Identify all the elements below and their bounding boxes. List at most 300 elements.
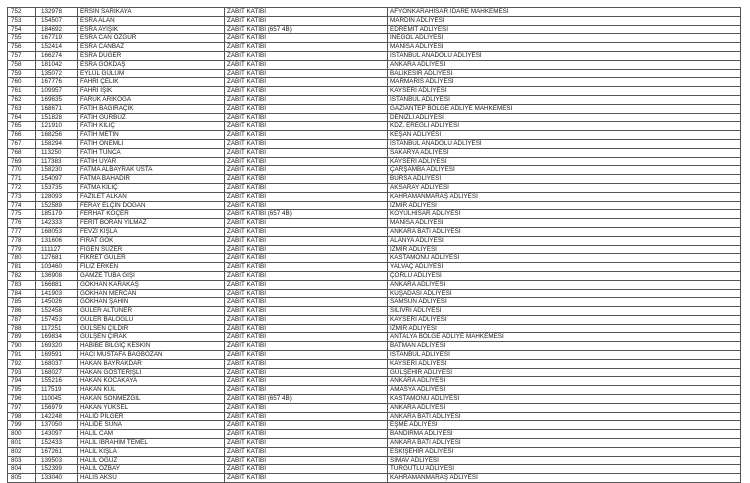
full-name-cell: HACI MUSTAFA BAĞBOZAN bbox=[78, 351, 225, 360]
table-row bbox=[8, 447, 741, 456]
courthouse-cell: ALANYA ADLİYESİ bbox=[388, 236, 741, 245]
job-title-cell: ZABIT KATİBİ (657 4B) bbox=[225, 210, 388, 219]
registry-id-cell: 141903 bbox=[36, 289, 78, 298]
table-row bbox=[8, 95, 741, 104]
job-title-cell: ZABIT KATİBİ bbox=[225, 324, 388, 333]
row-number-cell: 757 bbox=[8, 51, 36, 60]
row-number-cell: 770 bbox=[8, 166, 36, 175]
registry-id-cell: 168256 bbox=[36, 131, 78, 140]
job-title-cell: ZABIT KATİBİ bbox=[225, 122, 388, 131]
row-number-cell: 755 bbox=[8, 34, 36, 43]
registry-id-cell: 169834 bbox=[36, 333, 78, 342]
table-row bbox=[8, 113, 741, 122]
table-row bbox=[8, 254, 741, 263]
table-row bbox=[8, 192, 741, 201]
registry-id-cell: 152589 bbox=[36, 201, 78, 210]
job-title-cell: ZABIT KATİBİ bbox=[225, 447, 388, 456]
full-name-cell: HALİL ÖZBAY bbox=[78, 465, 225, 474]
row-number-cell: 783 bbox=[8, 280, 36, 289]
registry-id-cell: 136908 bbox=[36, 271, 78, 280]
courthouse-cell: SAMSUN ADLİYESİ bbox=[388, 298, 741, 307]
job-title-cell: ZABIT KATİBİ bbox=[225, 113, 388, 122]
full-name-cell: HAKAN YÜKSEL bbox=[78, 403, 225, 412]
registry-id-cell: 168671 bbox=[36, 104, 78, 113]
row-number-cell: 769 bbox=[8, 157, 36, 166]
full-name-cell: HALİS AKSU bbox=[78, 474, 225, 483]
row-number-cell: 791 bbox=[8, 351, 36, 360]
full-name-cell: ESRA AYIŞIK bbox=[78, 25, 225, 34]
row-number-cell: 787 bbox=[8, 315, 36, 324]
table-row bbox=[8, 342, 741, 351]
registry-id-cell: 168053 bbox=[36, 227, 78, 236]
full-name-cell: FATİH GÜRBÜZ bbox=[78, 113, 225, 122]
row-number-cell: 760 bbox=[8, 78, 36, 87]
row-number-cell: 762 bbox=[8, 95, 36, 104]
courthouse-cell: ANKARA ADLİYESİ bbox=[388, 280, 741, 289]
job-title-cell: ZABIT KATİBİ bbox=[225, 60, 388, 69]
full-name-cell: EYLÜL GÜLÜM bbox=[78, 69, 225, 78]
job-title-cell: ZABIT KATİBİ (657 4B) bbox=[225, 395, 388, 404]
row-number-cell: 758 bbox=[8, 60, 36, 69]
row-number-cell: 753 bbox=[8, 16, 36, 25]
courthouse-cell: AFYONKARAHİSAR İDARE MAHKEMESİ bbox=[388, 8, 741, 17]
courthouse-cell: İZMİR ADLİYESİ bbox=[388, 245, 741, 254]
full-name-cell: FAZİLET ALKAN bbox=[78, 192, 225, 201]
courthouse-cell: ANKARA ADLİYESİ bbox=[388, 60, 741, 69]
courthouse-cell: ÇORLU ADLİYESİ bbox=[388, 271, 741, 280]
registry-id-cell: 131606 bbox=[36, 236, 78, 245]
registry-id-cell: 157453 bbox=[36, 315, 78, 324]
table-row bbox=[8, 201, 741, 210]
courthouse-cell: BANDIRMA ADLİYESİ bbox=[388, 430, 741, 439]
courthouse-cell: EDREMİT ADLİYESİ bbox=[388, 25, 741, 34]
full-name-cell: FIRAT GÖK bbox=[78, 236, 225, 245]
courthouse-cell: TURGUTLU ADLİYESİ bbox=[388, 465, 741, 474]
full-name-cell: FATİH BAĞIRAÇIK bbox=[78, 104, 225, 113]
full-name-cell: HAKAN SÖNMEZGİL bbox=[78, 395, 225, 404]
job-title-cell: ZABIT KATİBİ bbox=[225, 148, 388, 157]
job-title-cell: ZABIT KATİBİ bbox=[225, 315, 388, 324]
row-number-cell: 792 bbox=[8, 359, 36, 368]
registry-id-cell: 137050 bbox=[36, 421, 78, 430]
row-number-cell: 772 bbox=[8, 183, 36, 192]
registry-id-cell: 111127 bbox=[36, 245, 78, 254]
registry-id-cell: 135072 bbox=[36, 69, 78, 78]
registry-id-cell: 181042 bbox=[36, 60, 78, 69]
courthouse-cell: BALIKESİR ADLİYESİ bbox=[388, 69, 741, 78]
full-name-cell: HAKAN BAYRAKDAR bbox=[78, 359, 225, 368]
row-number-cell: 786 bbox=[8, 307, 36, 316]
row-number-cell: 799 bbox=[8, 421, 36, 430]
row-number-cell: 759 bbox=[8, 69, 36, 78]
registry-id-cell: 166274 bbox=[36, 51, 78, 60]
job-title-cell: ZABIT KATİBİ bbox=[225, 342, 388, 351]
registry-id-cell: 152414 bbox=[36, 43, 78, 52]
row-number-cell: 773 bbox=[8, 192, 36, 201]
courthouse-cell: ANKARA BATI ADLİYESİ bbox=[388, 227, 741, 236]
registry-id-cell: 153735 bbox=[36, 183, 78, 192]
table-row bbox=[8, 351, 741, 360]
table-row bbox=[8, 395, 741, 404]
full-name-cell: GÜLŞEN ÇIRAK bbox=[78, 333, 225, 342]
registry-id-cell: 139503 bbox=[36, 456, 78, 465]
courthouse-cell: MANİSA ADLİYESİ bbox=[388, 43, 741, 52]
row-number-cell: 798 bbox=[8, 412, 36, 421]
courthouse-cell: GAZİANTEP BÖLGE ADLİYE MAHKEMESİ bbox=[388, 104, 741, 113]
table-row bbox=[8, 412, 741, 421]
full-name-cell: FERHAT KOÇER bbox=[78, 210, 225, 219]
row-number-cell: 795 bbox=[8, 386, 36, 395]
table-row bbox=[8, 60, 741, 69]
registry-id-cell: 142248 bbox=[36, 412, 78, 421]
full-name-cell: GÜLER ALTUNER bbox=[78, 307, 225, 316]
registry-id-cell: 167719 bbox=[36, 34, 78, 43]
registry-id-cell: 167261 bbox=[36, 447, 78, 456]
full-name-cell: FATİH UYAR bbox=[78, 157, 225, 166]
full-name-cell: FATİH KILIÇ bbox=[78, 122, 225, 131]
job-title-cell: ZABIT KATİBİ bbox=[225, 78, 388, 87]
courthouse-cell: İSTANBUL ADLİYESİ bbox=[388, 351, 741, 360]
job-title-cell: ZABIT KATİBİ bbox=[225, 175, 388, 184]
registry-id-cell: 145026 bbox=[36, 298, 78, 307]
full-name-cell: FATİH METİN bbox=[78, 131, 225, 140]
registry-id-cell: 152458 bbox=[36, 307, 78, 316]
full-name-cell: ESRA DÜĞER bbox=[78, 51, 225, 60]
table-row bbox=[8, 324, 741, 333]
row-number-cell: 768 bbox=[8, 148, 36, 157]
row-number-cell: 775 bbox=[8, 210, 36, 219]
courthouse-cell: İSTANBUL ADLİYESİ bbox=[388, 95, 741, 104]
row-number-cell: 771 bbox=[8, 175, 36, 184]
registry-id-cell: 154507 bbox=[36, 16, 78, 25]
courthouse-cell: ANKARA BATI ADLİYESİ bbox=[388, 439, 741, 448]
registry-id-cell: 133040 bbox=[36, 474, 78, 483]
table-row bbox=[8, 298, 741, 307]
registry-id-cell: 142333 bbox=[36, 219, 78, 228]
registry-id-cell: 109957 bbox=[36, 87, 78, 96]
full-name-cell: HAKAN GÖSTERİŞLİ bbox=[78, 368, 225, 377]
courthouse-cell: AKSARAY ADLİYESİ bbox=[388, 183, 741, 192]
courthouse-cell: İSTANBUL ANADOLU ADLİYESİ bbox=[388, 139, 741, 148]
table-row bbox=[8, 263, 741, 272]
job-title-cell: ZABIT KATİBİ bbox=[225, 403, 388, 412]
table-row bbox=[8, 368, 741, 377]
job-title-cell: ZABIT KATİBİ bbox=[225, 87, 388, 96]
registry-id-cell: 113250 bbox=[36, 148, 78, 157]
courthouse-cell: KUŞADASI ADLİYESİ bbox=[388, 289, 741, 298]
table-row bbox=[8, 430, 741, 439]
row-number-cell: 778 bbox=[8, 236, 36, 245]
courthouse-cell: KAYSERİ ADLİYESİ bbox=[388, 157, 741, 166]
full-name-cell: FAHRİ ÇELİK bbox=[78, 78, 225, 87]
courthouse-cell: KAHRAMANMARAŞ ADLİYESİ bbox=[388, 192, 741, 201]
table-row bbox=[8, 236, 741, 245]
table-row bbox=[8, 227, 741, 236]
row-number-cell: 804 bbox=[8, 465, 36, 474]
full-name-cell: FATİH TUNCA bbox=[78, 148, 225, 157]
job-title-cell: ZABIT KATİBİ bbox=[225, 280, 388, 289]
row-number-cell: 756 bbox=[8, 43, 36, 52]
row-number-cell: 764 bbox=[8, 113, 36, 122]
courthouse-cell: ANKARA ADLİYESİ bbox=[388, 403, 741, 412]
registry-id-cell: 158294 bbox=[36, 139, 78, 148]
table-row bbox=[8, 139, 741, 148]
table-row bbox=[8, 403, 741, 412]
courthouse-cell: ESKİŞEHİR ADLİYESİ bbox=[388, 447, 741, 456]
job-title-cell: ZABIT KATİBİ bbox=[225, 421, 388, 430]
courthouse-cell: GÜLŞEHİR ADLİYESİ bbox=[388, 368, 741, 377]
registry-id-cell: 110045 bbox=[36, 395, 78, 404]
registry-id-cell: 167776 bbox=[36, 78, 78, 87]
registry-id-cell: 117519 bbox=[36, 386, 78, 395]
courthouse-cell: KAHRAMANMARAŞ ADLİYESİ bbox=[388, 474, 741, 483]
job-title-cell: ZABIT KATİBİ bbox=[225, 131, 388, 140]
courthouse-cell: AMASYA ADLİYESİ bbox=[388, 386, 741, 395]
table-row bbox=[8, 333, 741, 342]
job-title-cell: ZABIT KATİBİ bbox=[225, 474, 388, 483]
full-name-cell: FEVZİ KIŞLA bbox=[78, 227, 225, 236]
table-row bbox=[8, 219, 741, 228]
table-row bbox=[8, 122, 741, 131]
full-name-cell: GÜLSEN ÇILDIR bbox=[78, 324, 225, 333]
row-number-cell: 789 bbox=[8, 333, 36, 342]
courthouse-cell: DENİZLİ ADLİYESİ bbox=[388, 113, 741, 122]
row-number-cell: 781 bbox=[8, 263, 36, 272]
full-name-cell: GAMZE TUBA GİŞİ bbox=[78, 271, 225, 280]
full-name-cell: FİGEN SÜZER bbox=[78, 245, 225, 254]
table-row bbox=[8, 289, 741, 298]
registry-id-cell: 128093 bbox=[36, 192, 78, 201]
table-row bbox=[8, 104, 741, 113]
table-row bbox=[8, 439, 741, 448]
registry-id-cell: 103460 bbox=[36, 263, 78, 272]
row-number-cell: 802 bbox=[8, 447, 36, 456]
row-number-cell: 801 bbox=[8, 439, 36, 448]
full-name-cell: HALİDE SUNA bbox=[78, 421, 225, 430]
full-name-cell: ERSİN SARIKAYA bbox=[78, 8, 225, 17]
registry-id-cell: 155216 bbox=[36, 377, 78, 386]
table-row bbox=[8, 8, 741, 17]
row-number-cell: 776 bbox=[8, 219, 36, 228]
full-name-cell: ESRA ALAN bbox=[78, 16, 225, 25]
courthouse-cell: SAKARYA ADLİYESİ bbox=[388, 148, 741, 157]
job-title-cell: ZABIT KATİBİ bbox=[225, 34, 388, 43]
job-title-cell: ZABIT KATİBİ bbox=[225, 166, 388, 175]
courthouse-cell: BURSA ADLİYESİ bbox=[388, 175, 741, 184]
table-row bbox=[8, 166, 741, 175]
table-row bbox=[8, 315, 741, 324]
job-title-cell: ZABIT KATİBİ bbox=[225, 271, 388, 280]
row-number-cell: 790 bbox=[8, 342, 36, 351]
full-name-cell: FARUK ARIKOĞA bbox=[78, 95, 225, 104]
job-title-cell: ZABIT KATİBİ bbox=[225, 412, 388, 421]
full-name-cell: FATMA ALBAYRAK USTA bbox=[78, 166, 225, 175]
courthouse-cell: KASTAMONU ADLİYESİ bbox=[388, 254, 741, 263]
full-name-cell: FATİH ÖNEMLİ bbox=[78, 139, 225, 148]
job-title-cell: ZABIT KATİBİ bbox=[225, 157, 388, 166]
courthouse-cell: YALVAÇ ADLİYESİ bbox=[388, 263, 741, 272]
job-title-cell: ZABIT KATİBİ bbox=[225, 298, 388, 307]
table-row bbox=[8, 210, 741, 219]
registry-id-cell: 132978 bbox=[36, 8, 78, 17]
job-title-cell: ZABIT KATİBİ bbox=[225, 139, 388, 148]
job-title-cell: ZABIT KATİBİ bbox=[225, 368, 388, 377]
full-name-cell: FAHRİ IŞIK bbox=[78, 87, 225, 96]
job-title-cell: ZABIT KATİBİ bbox=[225, 359, 388, 368]
row-number-cell: 800 bbox=[8, 430, 36, 439]
job-title-cell: ZABIT KATİBİ bbox=[225, 456, 388, 465]
full-name-cell: FERAY ELÇİN DOĞAN bbox=[78, 201, 225, 210]
table-row bbox=[8, 69, 741, 78]
full-name-cell: GÖKHAN ŞAHİN bbox=[78, 298, 225, 307]
job-title-cell: ZABIT KATİBİ bbox=[225, 51, 388, 60]
registry-id-cell: 143097 bbox=[36, 430, 78, 439]
full-name-cell: GÜLER BALOĞLU bbox=[78, 315, 225, 324]
registry-id-cell: 169635 bbox=[36, 95, 78, 104]
courthouse-cell: KEŞAN ADLİYESİ bbox=[388, 131, 741, 140]
row-number-cell: 796 bbox=[8, 395, 36, 404]
job-title-cell: ZABIT KATİBİ bbox=[225, 245, 388, 254]
job-title-cell: ZABIT KATİBİ bbox=[225, 201, 388, 210]
row-number-cell: 765 bbox=[8, 122, 36, 131]
courthouse-cell: SİLİVRİ ADLİYESİ bbox=[388, 307, 741, 316]
job-title-cell: ZABIT KATİBİ bbox=[225, 227, 388, 236]
table-row bbox=[8, 421, 741, 430]
table-row bbox=[8, 87, 741, 96]
courthouse-cell: KDZ. EREĞLİ ADLİYESİ bbox=[388, 122, 741, 131]
full-name-cell: GÖKHAN KARAKAŞ bbox=[78, 280, 225, 289]
job-title-cell: ZABIT KATİBİ bbox=[225, 351, 388, 360]
job-title-cell: ZABIT KATİBİ bbox=[225, 69, 388, 78]
job-title-cell: ZABIT KATİBİ bbox=[225, 254, 388, 263]
table-row bbox=[8, 16, 741, 25]
courthouse-cell: EŞME ADLİYESİ bbox=[388, 421, 741, 430]
courthouse-cell: İZMİR ADLİYESİ bbox=[388, 201, 741, 210]
registry-id-cell: 158230 bbox=[36, 166, 78, 175]
job-title-cell: ZABIT KATİBİ bbox=[225, 16, 388, 25]
full-name-cell: ESRA CAN ÖZGÜR bbox=[78, 34, 225, 43]
row-number-cell: 766 bbox=[8, 131, 36, 140]
full-name-cell: HAKAN KUL bbox=[78, 386, 225, 395]
courthouse-cell: İSTANBUL ANADOLU ADLİYESİ bbox=[388, 51, 741, 60]
full-name-cell: FERİT BORAN YILMAZ bbox=[78, 219, 225, 228]
courthouse-cell: MARDİN ADLİYESİ bbox=[388, 16, 741, 25]
personnel-table bbox=[7, 7, 741, 483]
table-row bbox=[8, 465, 741, 474]
full-name-cell: FATMA BAHADIR bbox=[78, 175, 225, 184]
table-row bbox=[8, 51, 741, 60]
row-number-cell: 794 bbox=[8, 377, 36, 386]
courthouse-cell: KOYULHİSAR ADLİYESİ bbox=[388, 210, 741, 219]
full-name-cell: FİKRET GÜLER bbox=[78, 254, 225, 263]
job-title-cell: ZABIT KATİBİ bbox=[225, 219, 388, 228]
full-name-cell: HALİL OĞUZ bbox=[78, 456, 225, 465]
job-title-cell: ZABIT KATİBİ bbox=[225, 236, 388, 245]
job-title-cell: ZABIT KATİBİ bbox=[225, 183, 388, 192]
full-name-cell: GÖKHAN MERCAN bbox=[78, 289, 225, 298]
job-title-cell: ZABIT KATİBİ bbox=[225, 307, 388, 316]
job-title-cell: ZABIT KATİBİ bbox=[225, 377, 388, 386]
table-row bbox=[8, 456, 741, 465]
row-number-cell: 797 bbox=[8, 403, 36, 412]
table-body bbox=[8, 8, 741, 483]
row-number-cell: 780 bbox=[8, 254, 36, 263]
full-name-cell: HALİL İBRAHİM TEMEL bbox=[78, 439, 225, 448]
registry-id-cell: 154097 bbox=[36, 175, 78, 184]
courthouse-cell: ANKARA BATI ADLİYESİ bbox=[388, 412, 741, 421]
courthouse-cell: MANİSA ADLİYESİ bbox=[388, 219, 741, 228]
registry-id-cell: 152399 bbox=[36, 465, 78, 474]
registry-id-cell: 184692 bbox=[36, 25, 78, 34]
table-row bbox=[8, 271, 741, 280]
table-row bbox=[8, 245, 741, 254]
courthouse-cell: ANKARA ADLİYESİ bbox=[388, 377, 741, 386]
job-title-cell: ZABIT KATİBİ bbox=[225, 289, 388, 298]
table-row bbox=[8, 175, 741, 184]
courthouse-cell: İZMİR ADLİYESİ bbox=[388, 324, 741, 333]
courthouse-cell: KAYSERİ ADLİYESİ bbox=[388, 315, 741, 324]
registry-id-cell: 169320 bbox=[36, 342, 78, 351]
full-name-cell: HALİL CAM bbox=[78, 430, 225, 439]
row-number-cell: 793 bbox=[8, 368, 36, 377]
table-row bbox=[8, 131, 741, 140]
job-title-cell: ZABIT KATİBİ bbox=[225, 430, 388, 439]
registry-id-cell: 185179 bbox=[36, 210, 78, 219]
table-row bbox=[8, 307, 741, 316]
table-row bbox=[8, 377, 741, 386]
table-row bbox=[8, 78, 741, 87]
row-number-cell: 782 bbox=[8, 271, 36, 280]
table-row bbox=[8, 43, 741, 52]
job-title-cell: ZABIT KATİBİ bbox=[225, 439, 388, 448]
table-row bbox=[8, 359, 741, 368]
table-row bbox=[8, 474, 741, 483]
full-name-cell: ESRA GÖKDAŞ bbox=[78, 60, 225, 69]
courthouse-cell: KAYSERİ ADLİYESİ bbox=[388, 87, 741, 96]
row-number-cell: 803 bbox=[8, 456, 36, 465]
table-row bbox=[8, 148, 741, 157]
job-title-cell: ZABIT KATİBİ bbox=[225, 465, 388, 474]
table-row bbox=[8, 386, 741, 395]
row-number-cell: 779 bbox=[8, 245, 36, 254]
row-number-cell: 788 bbox=[8, 324, 36, 333]
registry-id-cell: 156979 bbox=[36, 403, 78, 412]
table-row bbox=[8, 280, 741, 289]
registry-id-cell: 166881 bbox=[36, 280, 78, 289]
registry-id-cell: 169591 bbox=[36, 351, 78, 360]
table-row bbox=[8, 25, 741, 34]
registry-id-cell: 117251 bbox=[36, 324, 78, 333]
row-number-cell: 754 bbox=[8, 25, 36, 34]
registry-id-cell: 117383 bbox=[36, 157, 78, 166]
courthouse-cell: MARMARİS ADLİYESİ bbox=[388, 78, 741, 87]
table-row bbox=[8, 183, 741, 192]
full-name-cell: HAKAN KOCAKAYA bbox=[78, 377, 225, 386]
row-number-cell: 752 bbox=[8, 8, 36, 17]
full-name-cell: FATMA KILIÇ bbox=[78, 183, 225, 192]
table-row bbox=[8, 157, 741, 166]
job-title-cell: ZABIT KATİBİ bbox=[225, 95, 388, 104]
job-title-cell: ZABIT KATİBİ bbox=[225, 263, 388, 272]
row-number-cell: 761 bbox=[8, 87, 36, 96]
courthouse-cell: SİMAV ADLİYESİ bbox=[388, 456, 741, 465]
courthouse-cell: ÇARŞAMBA ADLİYESİ bbox=[388, 166, 741, 175]
job-title-cell: ZABIT KATİBİ bbox=[225, 192, 388, 201]
row-number-cell: 805 bbox=[8, 474, 36, 483]
registry-id-cell: 121910 bbox=[36, 122, 78, 131]
courthouse-cell: BATMAN ADLİYESİ bbox=[388, 342, 741, 351]
registry-id-cell: 152433 bbox=[36, 439, 78, 448]
